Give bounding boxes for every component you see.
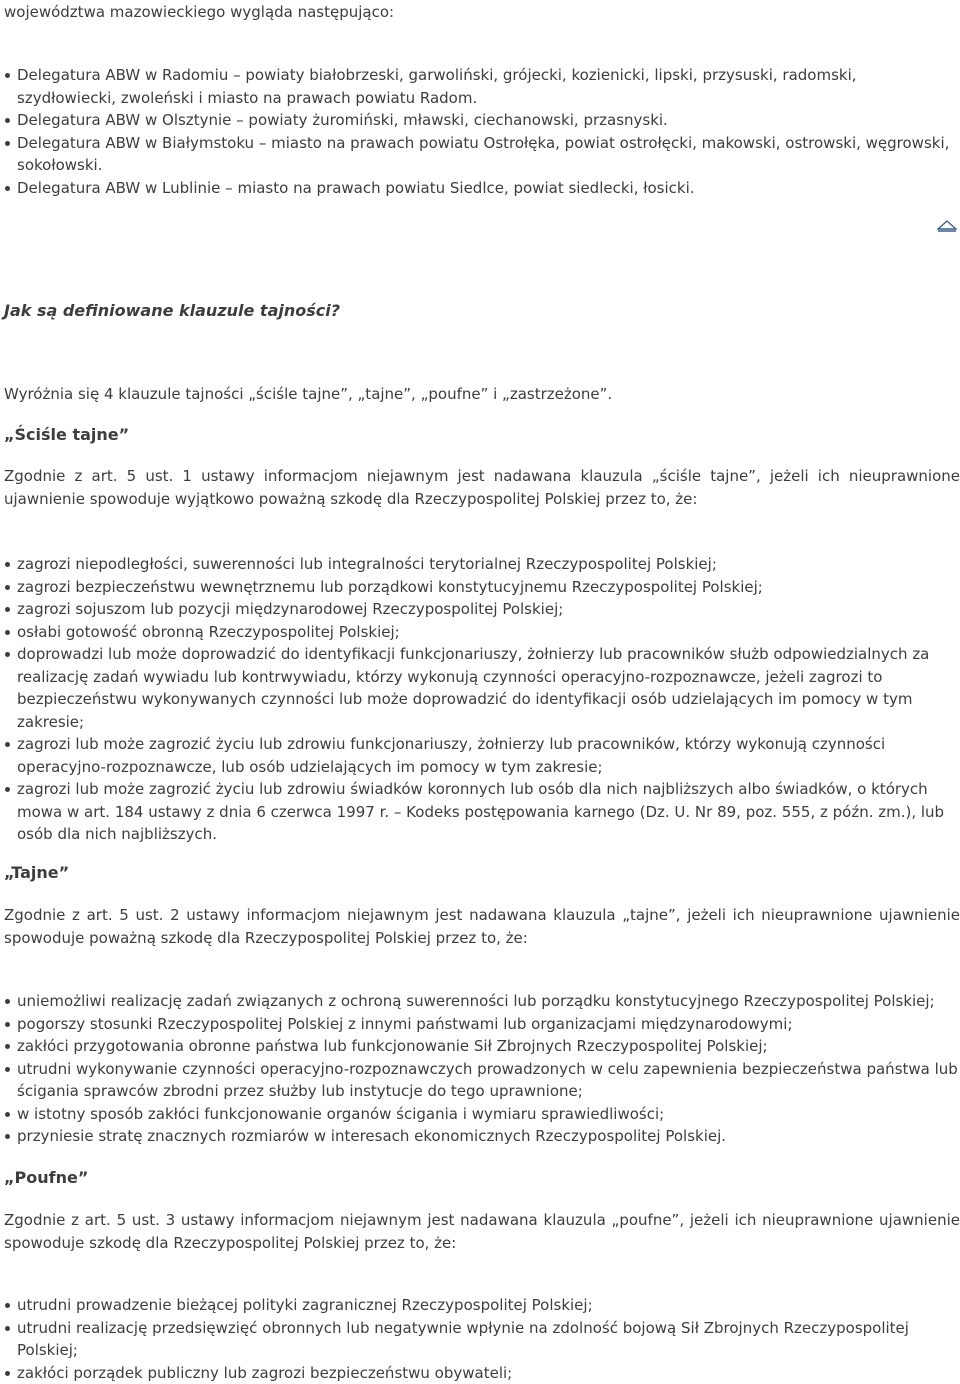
- list-item: w istotny sposób zakłóci funkcjonowanie organów ścigania i wymiaru sprawiedliwości;: [4, 1103, 960, 1126]
- list-item: utrudni wykonywanie czynności operacyjno-rozpoznawczych prowadzonych w celu zapewnienia bezpieczeństwa państwa lub ścigania sprawców zbrodni przez służby lub instytucje do tego uprawnione;: [4, 1058, 960, 1103]
- paragraph-tajne: Zgodnie z art. 5 ust. 2 ustawy informacjom niejawnym jest nadawana klauzula „tajne”, jeżeli ich nieuprawnione ujawnienie spowoduje poważną szkodę dla Rzeczypospolitej Polskiej przez to, że:: [4, 906, 960, 947]
- list-item: zagrozi sojuszom lub pozycji międzynarodowej Rzeczypospolitej Polskiej;: [4, 598, 960, 621]
- section-heading: Jak są definiowane klauzule tajności?: [4, 301, 341, 320]
- paragraph-poufne: Zgodnie z art. 5 ust. 3 ustawy informacjom niejawnym jest nadawana klauzula „poufne”, jeżeli ich nieuprawnione ujawnienie spowoduje szkodę dla Rzeczypospolitej Polskiej przez to, że:: [4, 1211, 960, 1252]
- list-item: zagrozi niepodległości, suwerenności lub integralności terytorialnej Rzeczypospolitej Polskiej;: [4, 553, 960, 576]
- list-item: utrudni realizację przedsięwzięć obronnych lub negatywnie wpłynie na zdolność bojową Sił Zbrojnych Rzeczypospolitej Polskiej;: [4, 1317, 960, 1362]
- list-item: przyniesie stratę znacznych rozmiarów w interesach ekonomicznych Rzeczypospolitej Polskiej.: [4, 1125, 960, 1148]
- list-item: Delegatura ABW w Olsztynie – powiaty żuromiński, mławski, ciechanowski, przasnyski.: [4, 109, 960, 132]
- list-item: pogorszy stosunki Rzeczypospolitej Polskiej z innymi państwami lub organizacjami międzynarodowymi;: [4, 1013, 960, 1036]
- list-item: zakłóci porządek publiczny lub zagrozi bezpieczeństwu obywateli;: [4, 1362, 960, 1384]
- section-title-scisle-tajne: „Ściśle tajne”: [4, 425, 130, 444]
- list-item: zagrozi lub może zagrozić życiu lub zdrowiu świadków koronnych lub osób dla nich najbliższych albo świadków, o których mowa w art. 184 ustawy z dnia 6 czerwca 1997 r. – Kodeks postępowania karnego (Dz. U. Nr 89, poz. 555, z późn. zm.), lub osób dla nich najbliższych.: [4, 778, 960, 846]
- list-item: zagrozi bezpieczeństwu wewnętrznemu lub porządkowi konstytucyjnemu Rzeczypospolitej Polskiej;: [4, 576, 960, 599]
- list-item: utrudni prowadzenie bieżącej polityki zagranicznej Rzeczypospolitej Polskiej;: [4, 1294, 960, 1317]
- list-item: doprowadzi lub może doprowadzić do identyfikacji funkcjonariuszy, żołnierzy lub pracowników służb odpowiedzialnych za realizację zadań wywiadu lub kontrwywiadu, którzy wykonują czynności operacyjno-rozpoznawcze, jeżeli zagrozi to bezpieczeństwu wykonywanych czynności lub może doprowadzić do identyfikacji osób udzielających im pomocy w tym zakresie;: [4, 643, 960, 733]
- poufne-list: [4, 1294, 960, 1384]
- back-to-top-button[interactable]: [937, 218, 957, 232]
- list-item: zagrozi lub może zagrozić życiu lub zdrowiu funkcjonariuszy, żołnierzy lub pracowników, którzy wykonują czynności operacyjno-rozpoznawcze, lub osób udzielających im pomocy w tym zakresie;: [4, 733, 960, 778]
- list-item: osłabi gotowość obronną Rzeczypospolitej Polskiej;: [4, 621, 960, 644]
- tajne-list: [4, 990, 960, 1148]
- section-title-tajne: „Tajne”: [4, 863, 70, 882]
- up-arrow-icon: [937, 218, 957, 232]
- clauses-intro: Wyróżnia się 4 klauzule tajności „ściśle tajne”, „tajne”, „poufne” i „zastrzeżone”.: [4, 385, 613, 403]
- list-item: Delegatura ABW w Białymstoku – miasto na prawach powiatu Ostrołęka, powiat ostrołęcki, makowski, ostrowski, węgrowski, sokołowski.: [4, 132, 960, 177]
- scisle-tajne-list: [4, 553, 960, 846]
- intro-text: województwa mazowieckiego wygląda następująco:: [4, 3, 395, 21]
- list-item: Delegatura ABW w Lublinie – miasto na prawach powiatu Siedlce, powiat siedlecki, łosicki.: [4, 177, 960, 200]
- list-item: uniemożliwi realizację zadań związanych z ochroną suwerenności lub porządku konstytucyjnego Rzeczypospolitej Polskiej;: [4, 990, 960, 1013]
- list-item: Delegatura ABW w Radomiu – powiaty białobrzeski, garwoliński, grójecki, kozienicki, lipski, przysuski, radomski, szydłowiecki, zwoleński i miasto na prawach powiatu Radom.: [4, 64, 960, 109]
- section-title-poufne: „Poufne”: [4, 1168, 89, 1187]
- paragraph-scisle-tajne: Zgodnie z art. 5 ust. 1 ustawy informacjom niejawnym jest nadawana klauzula „ściśle tajne”, jeżeli ich nieuprawnione ujawnienie spowoduje wyjątkowo poważną szkodę dla Rzeczypospolitej Polskiej przez to, że:: [4, 467, 960, 508]
- delegations-list: [4, 64, 960, 199]
- list-item: zakłóci przygotowania obronne państwa lub funkcjonowanie Sił Zbrojnych Rzeczypospolitej Polskiej;: [4, 1035, 960, 1058]
